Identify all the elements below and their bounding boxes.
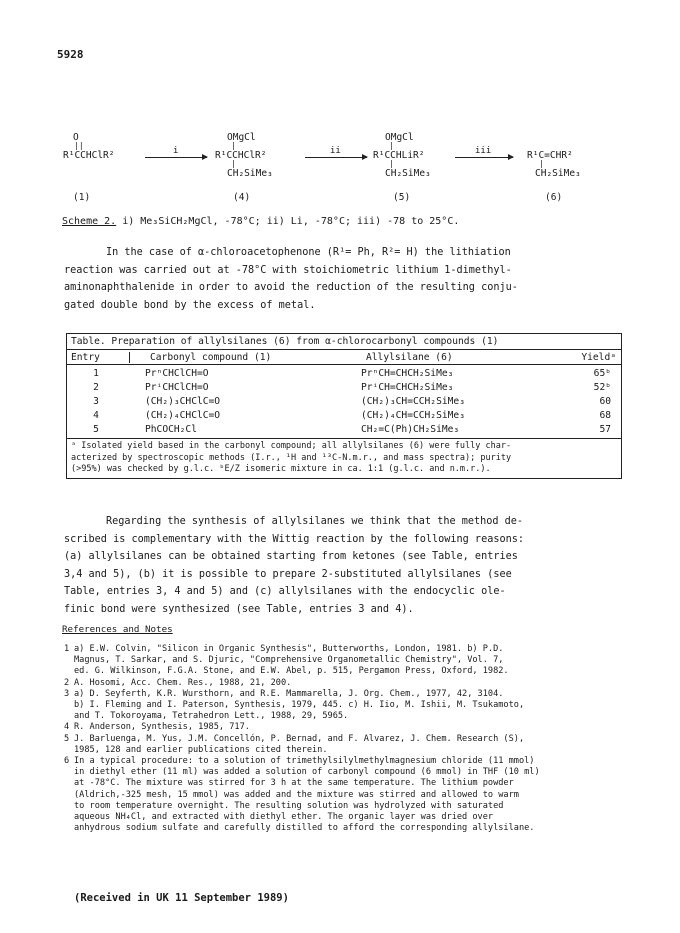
discussion-line: scribed is complementary with the Wittig reaction by the following reasons: [64,533,525,545]
table-row [67,394,621,408]
cell-carbonyl: PrⁿCHClCH=O [145,367,209,379]
cell-entry: 1 [93,367,99,379]
compound-1-top: O [73,132,79,143]
cell-yield: 52ᵇ [593,381,611,393]
intro-paragraph [64,244,620,314]
table-row [67,422,621,436]
arrow-iii-label: iii [475,146,492,156]
cell-allylsilane: PrⁱCH=CHCH₂SiMe₃ [361,381,454,393]
reference-item [64,722,624,733]
compound-6-bond-down: | [539,159,544,168]
page-number: 5928 [57,48,84,61]
discussion-line: Table, entries 3, 4 and 5) and (c) allylsilanes with the endocyclic ole- [64,586,506,597]
compound-1-number: (1) [73,192,91,203]
compound-1-bond: || [74,141,84,150]
header-allylsilane: Allylsilane (6) [366,351,453,363]
header-carbonyl: Carbonyl compound (1) [150,351,272,363]
header-entry: Entry [67,352,130,363]
received-date: (Received in UK 11 September 1989) [74,892,289,904]
compound-4-bond: | [231,141,236,150]
compound-5-bond: | [389,141,394,150]
reference-item [64,678,624,689]
cell-carbonyl: (CH₂)₄CHClC=O [145,409,221,421]
discussion-line: Regarding the synthesis of allylsilanes we think that the method de- [106,516,524,527]
table-footnote-line: ᵃ Isolated yield based in the carbonyl compound; all allylsilanes (6) were fully char- [71,441,512,451]
reference-text: J. Barluenga, M. Yus, J.M. Concellón, P. Bernad, and F. Alvarez, J. Chem. Research (S), 1985, 128 and earlier publications cited therein. [74,733,525,755]
reference-text: R. Anderson, Synthesis, 1985, 717. [74,722,250,733]
compound-4-substituent: CH₂SiMe₃ [227,168,273,179]
reference-text: a) D. Seyferth, K.R. Wursthorn, and R.E. Mammarella, J. Org. Chem., 1977, 42, 3104. b) I. Fleming and I. Paterson, Synthesis, 1979, 445. c) H. Iio, M. Ishii, M. Tsukamoto, and T. Tokoroyama, Tetrahedron Lett., 1988, 29, 5965. [74,688,525,722]
arrow-iii [455,157,513,158]
scheme-caption-text: i) Me₃SiCH₂MgCl, -78°C; ii) Li, -78°C; iii) -78 to 25°C. [116,216,460,227]
arrow-ii-label: ii [330,146,341,156]
compound-4-top: OMgCl [227,132,256,143]
reference-text: a) E.W. Colvin, "Silicon in Organic Synthesis", Butterworths, London, 1981. b) P.D. Magnus, T. Sarkar, and S. Djuric, "Comprehensive Organometallic Chemistry", Vol. 7, ed. G. Wilkinson, F.G.A. Stone, and E.W. Abel, p. 515, Pergamon Press, Oxford, 1982. [74,644,509,677]
compound-5-bond-down: | [389,159,394,168]
compound-6-substituent: CH₂SiMe₃ [535,168,581,179]
compound-4-bond-down: | [231,159,236,168]
reference-text: A. Hosomi, Acc. Chem. Res., 1988, 21, 200. [74,677,292,688]
references-heading: References and Notes [62,624,173,635]
reference-number: 2 [64,677,70,688]
reference-number: 3 [64,688,70,699]
cell-yield: 68 [599,409,611,421]
results-table [66,333,622,479]
reference-item [64,734,624,756]
intro-line: aminonaphthalenide in order to avoid the reduction of the resulting conju- [64,282,518,293]
discussion-paragraph [64,513,620,618]
intro-line: reaction was carried out at -78°C with stoichiometric lithium 1-dimethyl- [64,264,512,276]
reference-item [64,756,624,834]
compound-5-formula: R¹CCHLiR² [373,150,425,161]
intro-line: In the case of α-chloroacetophenone (R¹= Ph, R²= H) the lithiation [106,247,511,258]
compound-4-number: (4) [233,192,251,203]
reference-number: 4 [64,722,70,733]
discussion-line: (a) allylsilanes can be obtained starting from ketones (see Table, entries [64,551,518,562]
cell-carbonyl: PrⁱCHClCH=O [145,381,209,393]
cell-yield: 57 [599,423,611,435]
reference-item [64,644,624,678]
compound-4-formula: R¹CCHClR² [215,150,267,161]
reference-number: 1 [64,644,70,654]
cell-allylsilane: (CH₂)₄CH=CCH₂SiMe₃ [361,409,465,421]
cell-entry: 2 [93,381,99,393]
reference-item [64,689,624,723]
table-footnotes [67,438,621,478]
reference-number: 6 [64,756,70,767]
references-list [64,644,624,834]
cell-allylsilane: (CH₂)₃CH=CCH₂SiMe₃ [361,395,465,407]
compound-5-top: OMgCl [385,132,414,143]
table-row [67,380,621,394]
discussion-line: 3,4 and 5), (b) it is possible to prepare 2-substituted allylsilanes (see [64,568,512,580]
cell-allylsilane: CH₂=C(Ph)CH₂SiMe₃ [361,423,460,435]
table-caption: Table. Preparation of allylsilanes (6) from α-chlorocarbonyl compounds (1) [67,334,621,350]
cell-allylsilane: PrⁿCH=CHCH₂SiMe₃ [361,367,454,379]
compound-6-formula: R¹C=CHR² [527,150,573,161]
cell-entry: 5 [93,423,99,435]
scheme-caption [62,216,459,227]
discussion-line: finic bond were synthesized (see Table, entries 3 and 4). [64,603,414,615]
arrow-i [145,157,207,158]
compound-1-formula: R¹CCHClR² [63,150,115,161]
table-footnote-line: (>95%) was checked by g.l.c. ᵇE/Z isomeric mixture in ca. 1:1 (g.l.c. and n.m.r.). [71,464,491,474]
table-row [67,366,621,380]
cell-yield: 65ᵇ [593,367,611,379]
compound-5-substituent: CH₂SiMe₃ [385,168,431,179]
header-yield: Yieldᵃ [581,351,616,363]
intro-line: gated double bond by the excess of metal. [64,299,316,311]
table-header-row [67,350,621,365]
scheme-caption-label: Scheme 2. [62,216,117,227]
cell-carbonyl: PhCOCH₂Cl [145,423,197,435]
reference-text: In a typical procedure: to a solution of trimethylsilylmethylmagnesium chloride (11 mmol) in diethyl ether (11 ml) was added a solution of carbonyl compound (6 mmol) in THF (10 ml) at -78°C. The mixture was stirred for 3 h at the same temperature. The lithium powder (Aldrich,-325 mesh, 15 mmol) was added and the mixture was stirred and allowed to warm to room temperature overnight. The resulting solution was hydrolyzed with saturated aqueous NH₄Cl, and extracted with diethyl ether. The organic layer was dried over anhydrous sodium sulfate and carefully distilled to afford the corresponding allylsilane. [74,756,540,834]
reference-number: 5 [64,733,70,744]
table-footnote-line: acterized by spectroscopic methods (I.r., ¹H and ¹³C-N.m.r., and mass spectra); purity [71,452,512,463]
arrow-ii [305,157,367,158]
cell-entry: 4 [93,409,99,421]
cell-yield: 60 [599,395,611,407]
compound-5-number: (5) [393,192,411,203]
cell-carbonyl: (CH₂)₃CHClC=O [145,395,221,407]
table-body [67,365,621,438]
cell-entry: 3 [93,395,99,407]
compound-6-number: (6) [545,192,563,203]
table-row [67,408,621,422]
arrow-i-label: i [173,146,179,156]
